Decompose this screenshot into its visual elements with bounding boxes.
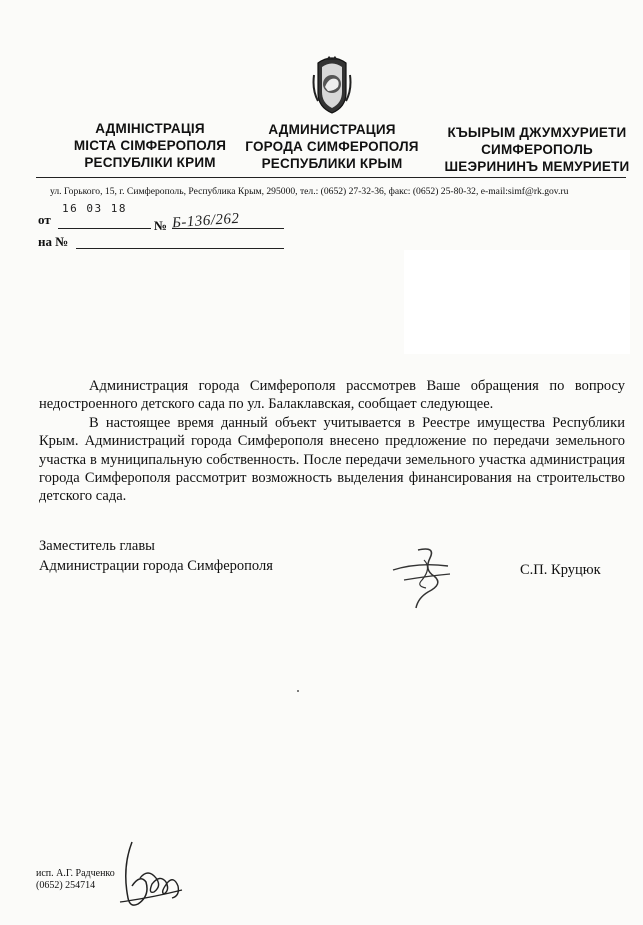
date-stamp: 16 03 18 — [62, 202, 127, 215]
header-russian — [232, 121, 432, 172]
header-ua-line1: АДМІНІСТРАЦІЯ — [95, 121, 205, 136]
date-line — [58, 228, 151, 229]
date-label: от — [38, 212, 51, 227]
position-line2: Администрации города Симферополя — [39, 558, 273, 574]
executor-phone: (0652) 254714 — [36, 880, 96, 891]
signatory-position — [39, 536, 273, 576]
outgoing-number: Б-136/262 — [171, 210, 240, 232]
redacted-recipient — [404, 250, 630, 354]
executor-info — [36, 868, 115, 892]
header-ua-line2: МІСТА СІМФЕРОПОЛЯ — [73, 138, 227, 153]
header-ua-line3: РЕСПУБЛІКИ КРИМ — [84, 155, 216, 170]
reference-label: на № — [38, 234, 69, 249]
contact-address: ул. Горького, 15, г. Симферополь, Республика Крым, 295000, тел.: (0652) 27-32-36, факс: (0652) 25-80-32, e-mail:simf@rk.gov.ru — [50, 186, 569, 197]
letter-body — [39, 377, 625, 506]
executor-signature — [110, 838, 190, 912]
position-line1: Заместитель главы — [39, 538, 155, 554]
body-paragraph: В настоящее время данный объект учитывается в Реестре имущества Республики Крым. Администраций города Симферополя внесено предложение по передачи земельного участка в муниципальную собственность. После передачи земельного участка администрация города Симферополя рассмотрит возможность выделения финансирования на строительство детского сада. — [39, 414, 625, 505]
header-crimean-tatar — [432, 124, 642, 175]
header-crh-line1: КЪЫРЫМ ДЖУМХУРИЕТИ — [447, 125, 627, 140]
executor-name: исп. А.Г. Радченко — [36, 868, 115, 879]
header-ru-line2: ГОРОДА СИМФЕРОПОЛЯ — [245, 139, 419, 154]
header-crh-line3: ШЕЭРИНИНЪ МЕМУРИЕТИ — [444, 159, 630, 174]
header-crh-line2: СИМФЕРОПОЛЬ — [481, 142, 593, 157]
crimea-coat-of-arms-icon — [312, 55, 352, 115]
number-label: № — [154, 218, 168, 233]
header-divider — [36, 177, 626, 178]
header-ru-line3: РЕСПУБЛИКИ КРЫМ — [261, 156, 403, 171]
header-ukrainian — [50, 120, 250, 171]
reference-line — [76, 248, 284, 249]
signatory-name: С.П. Круцюк — [520, 562, 601, 578]
header-ru-line1: АДМИНИСТРАЦИЯ — [268, 122, 396, 137]
body-paragraph: Администрация города Симферополя рассмотрев Ваше обращения по вопросу недостроенного детского сада по ул. Балаклавская, сообщает следующее. — [39, 378, 625, 413]
handwritten-signature — [388, 540, 468, 612]
scan-speck — [297, 690, 299, 692]
